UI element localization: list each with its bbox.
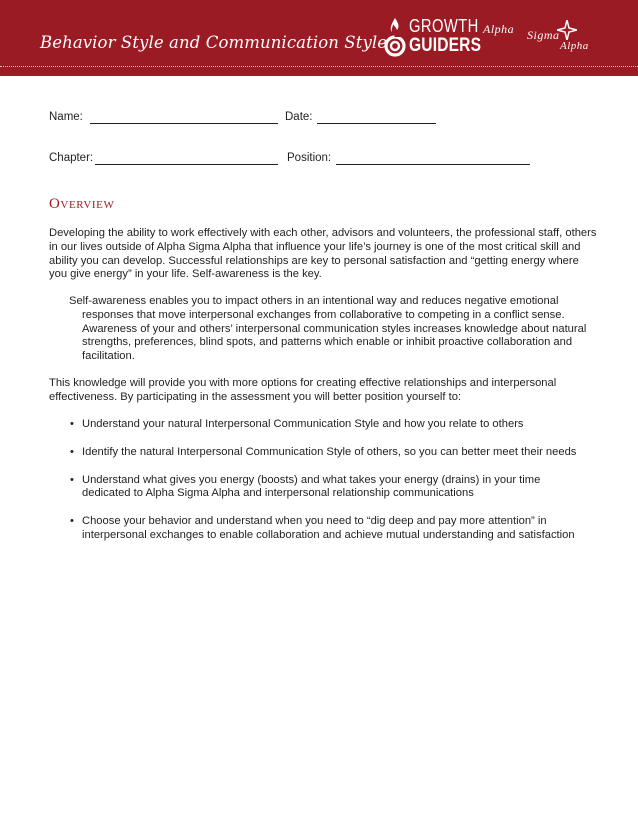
logo-growth-text: GROWTH — [409, 16, 479, 36]
asa-word-sigma: Sigma — [527, 28, 560, 42]
position-label: Position: — [287, 152, 332, 164]
overview-paragraph-3: This knowledge will provide you with more options for creating effective relationships and interpersonal effectiveness. By participating in the assessment you will better position yourself to: — [49, 377, 557, 403]
list-item-text: Understand your natural Interpersonal Communication Style and how you relate to others — [82, 418, 524, 430]
list-item — [70, 515, 590, 543]
list-item-text: Choose your behavior and understand when you need to “dig deep and pay more attention” in interpersonal exchanges to enable collaboration and achieve mutual understanding and satisfaction — [82, 515, 575, 541]
growth-guiders-logo — [384, 16, 482, 59]
logo-guiders-text: GUIDERS — [409, 35, 482, 56]
date-label: Date: — [285, 111, 313, 123]
asa-word-alpha-2: Alpha — [560, 40, 589, 52]
list-item — [70, 418, 590, 432]
bullet-icon: • — [70, 473, 74, 486]
star-icon — [557, 20, 577, 40]
chapter-field[interactable] — [95, 164, 278, 165]
form-row-chapter-position — [49, 152, 589, 168]
list-item — [70, 474, 590, 502]
list-item-text: Identify the natural Interpersonal Communication Style of others, so you can better meet their needs — [82, 445, 577, 458]
overview-heading: Overview — [49, 196, 115, 212]
list-item — [70, 446, 590, 460]
chapter-label: Chapter: — [49, 152, 94, 164]
header-dotted-divider — [0, 66, 638, 67]
form-row-name-date — [49, 111, 549, 127]
overview-paragraph-2: Self-awareness enables you to impact others in an intentional way and reduces negative emotional responses that move interpersonal exchanges from collaborative to competing in a conflict sense. Awareness of your and others’ interpersonal communication styles increases knowledge about natural strengths, preferences, blind spots, and patterns which enable or inhibit proactive collaboration and facilitation. — [69, 295, 587, 363]
date-field[interactable] — [317, 123, 436, 124]
alpha-sigma-alpha-logo — [483, 20, 633, 62]
bullet-icon: • — [70, 418, 74, 430]
overview-paragraph-1: Developing the ability to work effectively with each other, advisors and volunteers, the professional staff, others in our lives outside of Alpha Sigma Alpha that influence your life’s journey is one of the most critical skill and ability you can develop. Successful relationships are key to personal satisfaction and “getting energy where you give energy” in your life. Self-awareness is the key. — [49, 227, 597, 281]
bullet-list — [70, 418, 590, 557]
bullet-icon: • — [70, 515, 74, 528]
flame-swirl-icon — [384, 17, 406, 57]
page-header — [0, 0, 638, 76]
asa-word-alpha-1: Alpha — [483, 22, 515, 36]
name-label: Name: — [49, 111, 83, 123]
name-field[interactable] — [90, 123, 278, 124]
list-item-text: Understand what gives you energy (boosts) and what takes your energy (drains) in your time dedicated to Alpha Sigma Alpha and interpersonal relationship communications — [82, 473, 541, 500]
position-field[interactable] — [336, 164, 530, 165]
bullet-icon: • — [70, 445, 74, 458]
document-title: Behavior Style and Communication Style — [40, 33, 388, 52]
